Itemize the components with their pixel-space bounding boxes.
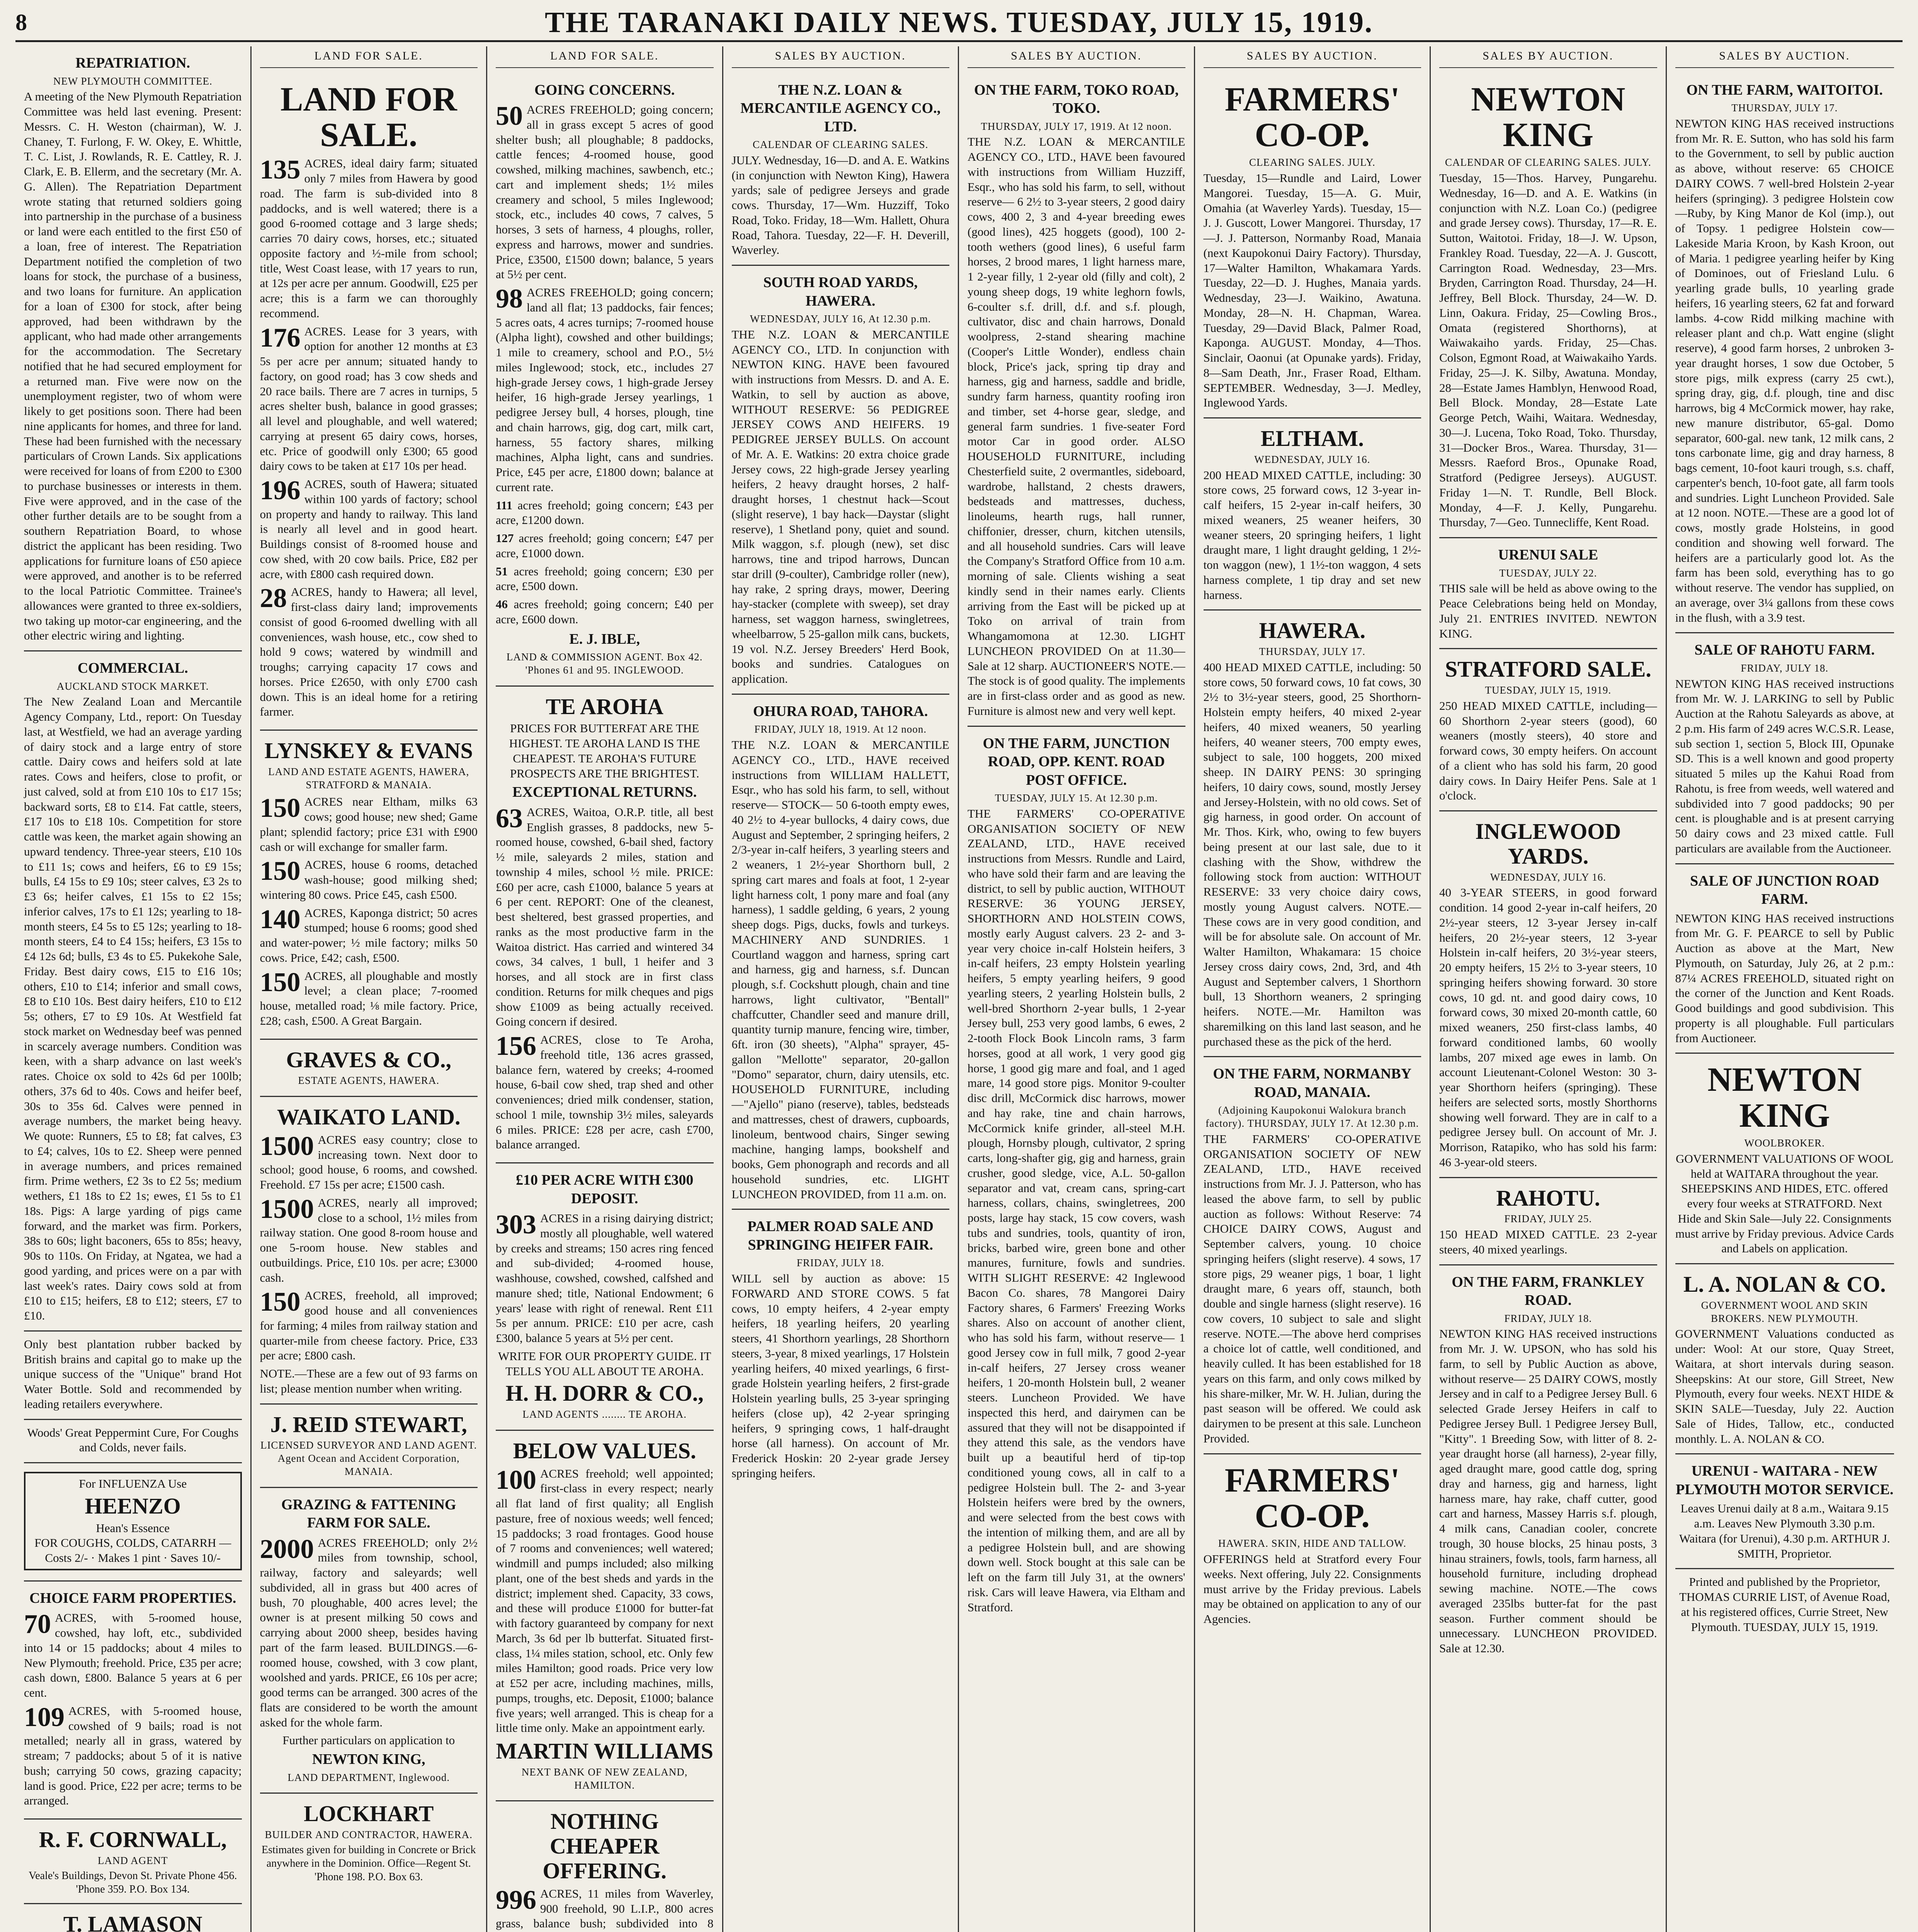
listing-item: 98 ACRES FREEHOLD; going concern; land all flat; 13 paddocks, fair fences; 5 acres oats, 4 acres turnips; 7-roomed house (Alpha light), cowshed and other buildings; 1 mile to creamery, school and P.O., 5½ miles Inglewood; stock, etc., includes 27 high-grade Jersey cows, 1 high-grade Jersey heifer, 16 high-grade Jersey yearlings, 1 pedigree Jersey bull, 4 horses, plough, tine and chain harrows, gig, dog cart, milk cart, harness, 55 factory shares, milking machines, Alpha light, cans and sundries. Price, £45 per acre, £1800 down; balance at current rate. [496,285,714,494]
advert-heading: TE AROHA [546,694,664,719]
waikato-land-advert [260,1097,478,1405]
article-body: The New Zealand Loan and Mercantile Agency Company, Ltd., report: On Tuesday last, at Westfield, we had an average yarding of dairy stock and a large entry of store cattle. Dairy cows and heifers sold at late rates. Cows and heifers, close to profit, or just calved, sold at from £10 10s to £17 15s; backward sorts, £8 to £14. Fat cattle, steers, £17 10s to £18 10s. Competition for store cattle was keen, the market again showing an upward tendency. Three-year steers, £10 10s to £11 1s; cows and heifers, £6 to £9 15s; bulls, £4 15s to £9 10s; steer calves, £3 2s to £3 6s; heifer calves, £1 15s to £2 15s; inferior calves, 17s to £1 12s; yearling to 18-month steers, £4 5s to £5 12s; yearling to 18-month steers, £4 to £4 15s; heifers, £3 15s to £4 12s 6d; bulls, £3 4s to £5. Pukekohe Sale, Friday. Best dairy cows, £15 to £16 10s; others, £10 to £14; inferior and small cows, £8 to £10 10s. Best dairy heifers, £10 to £12 5s; others, £7 to £9 10s. At Westfield fat stock market on Wednesday beef was penned in scarcely average numbers. Condition was keen, with a sharp advance on last week's rates. Choice ox sold to 42s 6d per 100lb; others, 37s 6d to 40s. Cows and heifer beef, 30s to 35s 6d. Calves were penned in average numbers, the market being heavy. We quote: Runners, £5 to £8; fat calves, £3 to £4; calves, 10s to £2. Sheep were penned in average numbers, and prices remained firm. Prime wethers, £2 3s to £2 5s; medium wethers, £1 18s to £2 1s; ewes, £1 5s to £1 18s. Pigs: A large yarding of pigs came forward, and the market was firm. Porkers, 38s to 60s; light baconers, 65s to 85s; heavy, 90s to 110s. On Friday, at Ngatea, we had a good yarding, and prices were on a par with last week's rates. Dairy cows sold at from £10 to £15; heifers, £8 to £12; steers, £7 to £10. [24,695,242,1322]
column-heading: LAND FOR SALE. [496,46,714,68]
column-heading: SALES BY AUCTION. [1439,46,1657,68]
south-road-yards-advert: SOUTH ROAD YARDS, HAWERA. WEDNESDAY, JULY 16, At 12.30 p.m. THE N.Z. LOAN & MERCANTILE AGENCY CO., LTD. In conjunction with NEWTON KING. HAVE been favoured with instructions from Messrs. D. and A. E. Watkin, to sell by auction as above, WITHOUT RESERVE: 56 PEDIGREE JERSEY COWS AND HEIFERS. 19 PEDIGREE JERSEY BULLS. On account of Mr. A. E. Watkins: 20 extra choice grade Jersey cows, 22 high-grade Jersey yearling heifers, 2 heavy draught horses, 2 half-draught horses, 1 chestnut hack—Scout (slight reserve), 1 bay hack—Daystar (slight reserve), 1 Shetland pony, quiet and sound. Milk waggon, s.f. plough (new), set disc harrows, tine and tripod harrows, Duncan star drill (9-coulter), Cambridge roller (new), hay rake, 2 spring drays, mower, Deering hay-stacker (complete with sweep), set dray harness, set waggon harness, swingletrees, wheelbarrow, 5 25-gallon milk cans, buckets, 19 vol. N.Z. Jersey Breeders' Herd Book, books and sundries. Catalogues on application. [732,266,950,695]
below-values-advert: BELOW VALUES. 100 ACRES freehold; well appointed; first-class in every respect; nearly all flat land of first quality; all English pasture, free of noxious weeds; well fenced; 15 paddocks; 3 road frontages. Good house of 7 rooms and conveniences; well watered; windmill and pumps included; also milking plant, one of the best sheds and yards in the district; implement shed. Capacity, 33 cows, and these will produce £1000 for butter-fat with factory guaranteed by company for next March, 3s 6d per lb butterfat. Situated first-class, 1¼ miles station, school, etc. Only few miles Hamilton; good roads. Price very low at £52 per acre, including machines, mills, pumps, troughs, etc. Deposit, £1000; balance five years; well arranged. This is cheap for a little time only. Make an appointment early. MARTIN WILLIAMS NEXT BANK OF NEW ZEALAND, HAMILTON. [496,1431,714,1802]
listing-item: 46 acres freehold; going concern; £40 per acre, £600 down. [496,597,714,626]
deposit-advert: £10 PER ACRE WITH £300 DEPOSIT. 303 ACRES in a rising dairying district; mostly all ploughable, well watered by creeks and streams; 150 acres ring fenced and sub-divided; 4-roomed house, washhouse, cowshed, cowshed, calfshed and manure shed; title, National Endowment; 6 years' lease with right of renewal. Rent £11 5s per annum. PRICE: £10 per acre, cash £300, balance 5 years at 5½ per cent. WRITE FOR OUR PROPERTY GUIDE. IT TELLS YOU ALL ABOUT TE AROHA. H. H. DORR & CO., LAND AGENTS ........ TE AROHA. [496,1163,714,1431]
agent-name: GRAVES & CO., [286,1047,452,1072]
listing-item: 51 acres freehold; going concern; £30 per acre, £500 down. [496,564,714,593]
lynskey-evans-advert: LYNSKEY & EVANS LAND AND ESTATE AGENTS, HAWERA, STRATFORD & MANAIA. 150 ACRES near Eltham, milks 63 cows; good house; new shed; Game plant; splendid factory; price £31 with £900 cash or will exchange for smaller farm. 150 ACRES, house 6 rooms, detached wash-house; good milking shed; wintering 80 cows. Price £45, cash £500. 140 ACRES, Kaponga district; 50 acres stumped; house 6 rooms; good shed and water-power; ½ mile factory; milks 50 cows. Price, £42; cash, £500. 150 ACRES, all ploughable and mostly level; a clean place; 7-roomed house, metalled road; ⅛ mile factory. Price, £28; cash, £500. A Great Bargain. [260,731,478,1040]
column-4 [723,46,959,1932]
agent-name: J. REID STEWART, [270,1412,467,1437]
article-subheading: AUCKLAND STOCK MARKET. [56,680,209,692]
article-body: A meeting of the New Plymouth Repatriation Committee was held last evening. Present: Messrs. C. H. Weston (chairman), W. J. Chaney, T. Furlong, F. W. Okey, E. Whittle, T. C. List, J. Rowlands, R. E. Cattley, R. J. Clark, E. B. Ellerm, and the secretary (Mr. A. G. Allen). The Repatriation Department wrote stating that returned soldiers going into partnership in the purchase of a business or land were each entitled to the first £50 of a loan, free of interest. The Repatriation Department notified the completion of two loans for stock, the purchase of a business, and two loans for furniture. An application for a loan of £300 for stock, after being approved, had been withdrawn by the applicant, who had made other arrangements for the accommodation. The Secretary notified that he had secured employment for a returned man. Five were now on the unemployment register, two of whom were likely to get positions soon. There had been nine applicants for homes, and three for land. These had been furnished with the necessary particulars of Crown Lands. Six applications were received for loans of from £200 to £300 to purchase businesses or interests in them. Five were approved, and in the case of the other further details are to be sought from a southern Repatriation Board, to whose district the applicant has been residing. Two applications for furniture loans of £50 apiece were approved, and another is to be referred to the local Patriotic Committee. Trainee's allowances were granted to three ex-soldiers, two taking up motor-car engineering, and the other electric wiring and lighting. [24,90,242,643]
listing-item: 70 ACRES, with 5-roomed house, cowshed, hay loft, etc., subdivided into 14 or 15 paddocks; about 4 miles to New Plymouth; freehold. Price, £35 per acre; cash down, £800. Balance 5 years at 6 per cent. [24,1611,242,1700]
inglewood-yards-advert: INGLEWOOD YARDS. WEDNESDAY, JULY 16. 40 3-YEAR STEERS, in good forward condition. 14 good 2-year in-calf heifers, 20 2½-year steers, 12 3-year Jersey in-calf heifers, 20 2½-year steers, 12 3-year Holstein in-calf heifers, 20 3½-year steers, 20 empty heifers, 15 2½ to 3-year steers, 10 springing heifers showing forward. 30 store cows, 10 gd. nt. and good dairy cows, 10 forward cows, 30 mixed 20-month cattle, 60 mixed weaners, 250 first-class lambs, 40 forward conditioned lambs, 60 woolly lambs, 207 mixed age ewes in lamb. On account Lieutenant-Colonel Weston: 30 3-year Shorthorn heifers (springing). These heifers are selected sorts, mostly Shorthorns showing well forward. They are in calf to a pedigree Jersey bull. On account of Mr. J. Morrison, Ratapiko, who has sold his farm: 46 3-year-old steers. [1439,811,1657,1178]
advert-heading: SOUTH ROAD YARDS, HAWERA. [763,274,918,309]
newton-king-calendar-advert: NEWTON KING CALENDAR OF CLEARING SALES. JULY. Tuesday, 15—Thos. Harvey, Pungarehu. Wednesday, 16—D. and A. E. Watkins (in conjunction with N.Z. Loan Co.) (pedigree and grade Jersey cows). Thursday, 17—R. E. Sutton, Waitotoi. Friday, 18—J. W. Upson, Frankley Road. Tuesday, 22—A. J. Guscott, Carrington Road. Wednesday, 23—Mrs. Bryden, Carrington Road. Thursday, 24—H. Jeffrey, Bell Block. Thursday, 24—W. D. Linn, Oakura. Friday, 25—Cowling Bros., Omata (registered Shorthorns), at Waiwakaiho yards. Friday, 25—Chas. Colson, Egmont Road, at Waiwakaiho Yards. Friday, 25—J. K. Silby, Awatuna. Monday, 28—Estate James Hamblyn, Henwood Road, Bell Block. Monday, 28—Estate Late George Petch, Waihi, Waitara. Wednesday, 30—J. Lucena, Toko Road, Toko. Thursday, 31—Docker Bros., Warea. Thursday, 31—Messrs. Raeford Bros., Opunake Road, Stratford (Pedigree Jerseys). AUGUST. Friday 1—N. T. Rundle, Bell Block. Monday, 4—F. J. Kelly, Pungarehu. Thursday, 7—Geo. Tunnecliffe, Kent Road. [1439,73,1657,539]
imprint [1675,1569,1894,1641]
column-1 [15,46,252,1932]
urenui-sale-advert: URENUI SALE TUESDAY, JULY 22. THIS sale will be held as above owing to the Peace Celebrations being held on Monday, July 21. ENTRIES INVITED. NEWTON KING. [1439,538,1657,649]
listing-item: 140 ACRES, Kaponga district; 50 acres stumped; house 6 rooms; good shed and water-power; ½ mile factory; milks 50 cows. Price, £42; cash, £500. [260,905,478,964]
heenzo-advert [24,1463,242,1582]
article-heading: COMMERCIAL. [77,660,188,676]
advert-line: Hean's Essence [96,1521,170,1535]
advert-heading: ON THE FARM, WAITOITOI. [1686,82,1883,98]
advert-heading: OHURA ROAD, TAHORA. [753,703,928,719]
advert-heading: RAHOTU. [1496,1185,1600,1211]
normanby-road-advert: ON THE FARM, NORMANBY ROAD, MANAIA. (Adjoining Kaupokonui Walokura branch factory). THURSDAY, JULY 17. At 12.30 p.m. THE FARMERS' CO-OPERATIVE ORGANISATION SOCIETY OF NEW ZEALAND, LTD., HAVE received instructions from Mr. J. J. Patterson, who has leased the above farm, to sell by public auction as follows: Without Reserve: 74 CHOICE DAIRY COWS, August and September calvers, young. 10 choice springing heifers (slight reserve). 4 sows, 17 store pigs, 29 weaner pigs, 1 boar, 1 light draught mare, 6 years off, staunch, both double and single harness (slight reserve). 16 cow covers, 10 subject to sale and slight reserve. NOTE.—The above herd comprises a choice lot of cattle, well conditioned, and heavily culled. It has been established for 18 years on this farm, and only cows milked by his share-milker, Mr. W. H. Julian, during the past season will be offered. We could ask dairymen to be present at this sale. Luncheon Provided. [1204,1057,1421,1454]
peppermint-notice [24,1420,242,1464]
advert-line: FOR COUGHS, COLDS, CATARRH — Costs 2/- · Makes 1 pint · Saves 10/- [34,1536,231,1565]
ohura-road-advert: OHURA ROAD, TAHORA. FRIDAY, JULY 18, 1919. At 12 noon. THE N.Z. LOAN & MERCANTILE AGENCY CO., LTD., HAVE received instructions from WILLIAM HALLETT, Esqr., who has sold his farm, to sell, without reserve— STOCK— 50 6-tooth empty ewes, 40 2½ to 4-year bullocks, 4 dairy cows, due August and September, 2 springing heifers, 2 2/3-year in-calf heifers, 3 yearling steers and 2 weaners, 1 2½-year Shorthorn bull, 2 spring cart mares and foals at foot, 1 2-year light harness colt, 1 pony mare and foal (any harness), 1 saddle gelding, 6 years, 2 young sheep dogs. Pigs, ducks, fowls and turkeys. MACHINERY AND SUNDRIES. 1 Courtland waggon and harness, spring cart and harness, gig and harness, s.f. Duncan plough, s.f. Cockshutt plough, chain and tine harrows, light cultivator, "Bentall" chaffcutter, Chandler seed and manure drill, quantity turnip manure, fencing wire, timber, 6ft. iron (30 sheets), "Alpha" sprayer, 45-gallon "Mellotte" separator, 20-gallon "Domo" separator, churn, dairy utensils, etc. HOUSEHOLD FURNITURE, including—"Ajello" piano (reserve), tables, bedsteads and mattresses, chest of drawers, cupboards, linoleum, bentwood chairs, Singer sewing machine, hanging lamps, bookshelf and books, Gem phonograph and records and all household sundries, etc. LIGHT LUNCHEON PROVIDED, from 11 a.m. on. [732,695,950,1210]
listing-item: 156 ACRES, close to Te Aroha, freehold title, 136 acres grassed, balance fern, watered by creeks; 4-roomed house, 6-bail cow shed, trap shed and other conveniences; dried milk condenser, station, school 1 mile, township 3½ miles, saleyards 6 miles. PRICE: £28 per acre, cash £700, balance arranged. [496,1032,714,1151]
advert-heading: L. A. NOLAN & CO. [1683,1272,1886,1297]
printer-imprint: Printed and published by the Proprietor, THOMAS CURRIE LIST, of Avenue Road, at his registered offices, Currie Street, New Plymouth. TUESDAY, JULY 15, 1919. [1679,1575,1890,1634]
advert-heading: £10 PER ACRE WITH £300 DEPOSIT. [515,1172,694,1207]
te-aroha-advert: TE AROHA PRICES FOR BUTTERFAT ARE THE HIGHEST. TE AROHA LAND IS THE CHEAPEST. TE AROHA'S FUTURE PROSPECTS ARE THE BRIGHTEST. EXCEPTIONAL RETURNS. 63 ACRES, Waitoa, O.R.P. title, all best English grasses, 8 paddocks, new 5-roomed house, cowshed, 6-bail shed, factory ½ mile, saleyards 2 miles, station and township 4 miles, school ½ mile. PRICE: £60 per acre, cash £1000, balance 5 years at 6 per cent. REPORT: One of the cleanest, best sheltered, best grassed properties, and ranks as the most productive farm in the Waitoa district. Has carried and wintered 34 cows, 34 calves, 1 bull, 1 heifer and 3 horses, and all stock are in first class condition. Returns for milk cheques and pigs show £1009 as being actually received. Going concern if desired. 156 ACRES, close to Te Aroha, freehold title, 136 acres grassed, balance fern, watered by creeks; 4-roomed house, 6-bail cow shed, trap shed and other conveniences; dried milk condenser, station, school 1 mile, township 3½ miles, saleyards 6 miles. PRICE: £28 per acre, cash £700, balance arranged. [496,687,714,1164]
advert-heading: ON THE FARM, JUNCTION ROAD, OPP. KENT. ROAD POST OFFICE. [983,735,1170,788]
nothing-cheaper-advert [496,1801,714,1932]
listing-item: 196 ACRES, south of Hawera; situated within 100 yards of factory; school on property and handy to railway. This land is nearly all level and in good heart. Buildings consist of 8-roomed house and cow shed, with 20 cow bails. Price, £82 per acre, with £800 cash required down. [260,477,478,581]
columns [15,46,1903,1932]
graves-advert: GRAVES & CO., ESTATE AGENTS, HAWERA. [260,1040,478,1097]
listing-item: 63 ACRES, Waitoa, O.R.P. title, all best English grasses, 8 paddocks, new 5-roomed house, cowshed, 6-bail shed, factory ½ mile, saleyards 2 miles, station and township 4 miles, school ½ mile. PRICE: £60 per acre, cash £1000, balance 5 years at 6 per cent. REPORT: One of the cleanest, best sheltered, best grassed properties, and ranks as the most productive farm in the Waitoa district. Has carried and wintered 34 cows, 34 calves, 1 bull, 1 heifer and 3 horses, and all stock are in first class condition. Returns for milk cheques and pigs show £1009 as being actually received. Going concern if desired. [496,804,714,1029]
column-3 [487,46,723,1932]
notice-text: Only best plantation rubber backed by British brains and capital go to make up the unique success of the "Unique" brand Hot Water Bottle. Sold and recommended by leading retailers everywhere. [24,1337,242,1411]
column-heading: SALES BY AUCTION. [732,46,950,68]
agent-name: NEWTON KING, [312,1751,425,1768]
advert-heading: HAWERA. [1259,618,1366,643]
advert-heading: ON THE FARM, FRANKLEY ROAD. [1452,1274,1645,1309]
rahotu-sale-advert: RAHOTU. FRIDAY, JULY 25. 150 HEAD MIXED CATTLE. 23 2-year steers, 40 mixed yearlings. [1439,1178,1657,1265]
advert-heading: ON THE FARM, TOKO ROAD, TOKO. [974,82,1179,116]
advert-heading: WAIKATO LAND. [277,1104,461,1130]
lamason-advert [24,1904,242,1932]
advert-heading: LAND FOR SALE. [280,80,457,154]
listing-item: 303 ACRES in a rising dairying district; mostly all ploughable, well watered by creeks and streams; 150 acres ring fenced and sub-divided; 4-roomed house, washhouse, cowshed, cowshed, calfshed and manure shed; title, National Endowment; 6 years' lease with right of renewal. Rent £11 5s per annum. PRICE: £10 per acre, cash £300, balance 5 years at 5½ per cent. [496,1211,714,1345]
palmer-road-advert: PALMER ROAD SALE AND SPRINGING HEIFER FAIR. FRIDAY, JULY 18. WILL sell by auction as above: 15 FORWARD AND STORE COWS. 5 fat cows, 10 empty heifers, 4 2-year empty heifers, 18 yearling heifers, 20 yearling steers, 41 Shorthorn yearlings, 28 Shorthorn steers, 3-year, 8 mixed yearlings, 17 Holstein yearling heifers, 40 mixed yearlings, 6 first-grade Holstein yearling heifers, 2 first-grade Holstein yearling bulls, 25 3-year springing heifers (close up), 42 2-year springing heifers, 9 springing cows, 1 half-draught horse (all harness). On account of Mr. Frederick Hoskin: 20 2-year grade Jersey springing heifers. [731,1218,949,1480]
woolbroker-advert: NEWTON KING WOOLBROKER. GOVERNMENT VALUATIONS OF WOOL held at WAITARA throughout the year. SHEEPSKINS AND HIDES, ETC. offered every four weeks at STRATFORD. Next Hide and Skin Sale—July 22. Consignments must arrive by Friday previous. Advice Cards and Labels on application. [1675,1054,1894,1264]
column-heading: LAND FOR SALE. [260,46,478,68]
stratford-sale-advert: STRATFORD SALE. TUESDAY, JULY 15, 1919. 250 HEAD MIXED CATTLE, including— 60 Shorthorn 2-year steers (good), 60 weaners (mostly steers), 40 store and forward cows, 30 empty heifers. On account of a client who has sold his farm, 20 good dairy cows. In Dairy Heifer Pens. Sale at 1 o'clock. [1439,649,1657,811]
lockhart-advert: LOCKHART BUILDER AND CONTRACTOR, HAWERA. Estimates given for building in Concrete or Brick anywhere in the Dominion. Office—Regent St. 'Phone 198. P.O. Box 63. [260,1794,478,1891]
column-7 [1431,46,1667,1932]
farmers-coop-hides-advert: FARMERS' CO-OP. HAWERA. SKIN, HIDE AND TALLOW. OFFERINGS held at Stratford every Four weeks. Next offering, July 22. Consignments must arrive by the Friday previous. Labels may be obtained on application to any of our Agencies. [1203,1461,1421,1626]
advert-heading: STRATFORD SALE. [1445,656,1651,682]
cornwall-advert: R. F. CORNWALL, LAND AGENT Veale's Buildings, Devon St. Private Phone 456. 'Phone 359. P.O. Box 134. [24,1820,242,1904]
listing-item: 150 ACRES near Eltham, milks 63 cows; good house; new shed; Game plant; splendid factory; price £31 with £900 cash or will exchange for smaller farm. [260,794,478,854]
commercial-article [24,651,242,1332]
advert-heading: ON THE FARM, NORMANBY ROAD, MANAIA. [1213,1066,1412,1100]
nolan-advert: L. A. NOLAN & CO. GOVERNMENT WOOL AND SKIN BROKERS. NEW PLYMOUTH. GOVERNMENT Valuations conducted as under: Wool: At our store, Quay Street, Waitara, at short intervals during season. Sheepskins: At our store, Gill Street, New Plymouth, every four weeks. NEXT HIDE & SKIN SALE—Tuesday, July 22. Auction Sale of Hides, Tallow, etc., conducted monthly. L. A. NOLAN & CO. [1675,1264,1894,1454]
grazing-farm-advert: GRAZING & FATTENING FARM FOR SALE. 2000 ACRES FREEHOLD; only 2½ miles from township, school, railway, factory and saleyards; well subdivided, all in grass but 400 acres of bush, 70 ploughable, 400 acres level; the owner is at present milking 50 cows and carrying about 2000 sheep, besides having part of the farm leased. BUILDINGS.—6-roomed house, cowshed, with 3 cow plant, woolshed and yards. PRICE, £6 10s per acre; good terms can be arranged. 300 acres of the flats are considered to be worth the amount asked for the whole farm. Further particulars on application to NEWTON KING, LAND DEPARTMENT, Inglewood. [260,1488,478,1794]
waitoitoi-farm-advert: ON THE FARM, WAITOITOI. THURSDAY, JULY 17. NEWTON KING HAS received instructions from Mr. R. E. Sutton, who has sold his farm to the Government, to sell by public auction as above, without reserve: 65 CHOICE DAIRY COWS. 7 well-bred Holstein 2-year heifers (springing). 3 pedigree Holstein cow—Ruby, by King Manor de Kol (imp.), out of Topsy. 1 pedigree Holstein cow—Lakeside Maria Kroon, by Kash Kroon, out of Maria. 1 pedigree yearling heifer by King of Dominoes, out of Friesland Lulu. 6 yearling grade bulls, 10 yearling grade heifers, 16 yearling steers, 62 fat and forward lambs. 4-cow Ridd milking machine with releaser plant and ch.p. Watt engine (slight reserve), 4 good farm horses, 2 unbroken 3-year draught horses, 1 sow due October, 5 store pigs, milk express (carry 25 cwt.), spring dray, gig, d.f. plough, tine and disc harrows, big 4 McCormick mower, hay rake, new manure distributor, 65-gal. Domo separator, 600-gal. new tank, 12 milk cans, 2 tons carbonate lime, gig and dray harness, 8 bags cement, 10-foot kauri trough, s.s. chaff, carpenter's bench, 10-foot gate, all farm tools and sundries. Light Luncheon Provided. Sale at 12 noon. NOTE.—These are a good lot of cows, mostly grade Holsteins, in good condition and showing well forward. The heifers are a particularly good lot. As the farm has been sold, everything has to go without reserve. The vendor has supplied, on an average, over 3¼ gallons from these cows in the flush, with a 3.9 test. [1675,73,1894,634]
notice-text: Woods' Great Peppermint Cure, For Coughs and Colds, never fails. [27,1425,239,1454]
advert-heading: FARMERS' CO-OP. [1224,1461,1400,1535]
hawera-sale-advert: HAWERA. THURSDAY, JULY 17. 400 HEAD MIXED CATTLE, including: 50 store cows, 50 forward cows, 10 fat cows, 30 2½ to 3½-year steers, good, 25 Shorthorn-Holstein empty heifers, 40 mixed 2-year heifers, 40 mixed weaners, 50 yearling heifers, 40 weaner steers, 700 empty ewes, subject to sale, 100 hoggets, 200 mixed sheep. IN DAIRY PENS: 30 springing heifers, 10 dairy cows, sound, mostly Jersey and Jersey-Holstein, with no old cows. Set of gig harness, in good order. On account of Mr. Thos. Kirk, who, owing to few buyers being present at our last sale, due to it clashing with the Show, withdrew the following stock from auction: WITHOUT RESERVE: 33 very choice dairy cows, mostly young August calvers. NOTE.—These cows are in very good condition, and will be for absolute sale. On account of Mr. Walter Hamilton, Whakamara: 15 choice Jersey cross dairy cows, 2nd, 3rd, and 4th August and September calvers, 1 Shorthorn bull, 13 Shorthorn weaners, 2 springing heifers. NOTE.—Mr. Hamilton was sharemilking on this land last season, and he purchased these as the pick of the herd. [1204,611,1421,1057]
farmers-coop-calendar-advert: FARMERS' CO-OP. CLEARING SALES. JULY. Tuesday, 15—Rundle and Laird, Lower Mangorei. Tuesday, 15—A. G. Muir, Omahia (at Waverley Yards). Tuesday, 15—J. J. Guscott, Lower Mangorei. Thursday, 17—J. J. Patterson, Normanby Road, Manaia (next Kaupokonui Dairy Factory). Thursday, 17—Walter Hamilton, Whakamara Yards. Tuesday, 22—D. J. Hughes, Manaia yards. Wednesday, 23—J. Waikino, Awatuna. Monday, 28—N. H. Chapman, Warea. Tuesday, 29—David Black, Palmer Road, Kaponga. AUGUST. Monday, 4—Thos. Sinclair, Oaonui (at Opunake yards). Friday, 8—Sam Death, Jnr., Fraser Road, Eltham. SEPTEMBER. Wednesday, 3—J. Medley, Inglewood Yards. [1204,73,1421,419]
nz-loan-calendar-advert: THE N.Z. LOAN & MERCANTILE AGENCY CO., LTD. CALENDAR OF CLEARING SALES. JULY. Wednesday, 16—D. and A. E. Watkins (in conjunction with Newton King), Hawera yards; sale of pedigree Jerseys and grade cows. Thursday, 17—Wm. Huzziff, Toko Road, Toko. Friday, 18—Wm. Hallett, Ohura Road, Tahora. Tuesday, 22—F. H. Deverill, Waverley. [732,73,950,266]
rahotu-farm-advert: SALE OF RAHOTU FARM. FRIDAY, JULY 18. NEWTON KING HAS received instructions from Mr. W. J. LARKING to sell by Public Auction at the Rahotu Saleyards as above, at 2 p.m. His farm of 249 acres W.C.S.R. Lease, sub section 1, section 5, Block III, Opunake SD. This is a well known and good property situated 5 miles up the Kahui Road from Rahotu, is free from weeds, well watered and subdivided into 7 good paddocks; 90 per cent. is ploughable and is at present carrying 50 dairy cows and 23 mixed cattle. Full particulars are available from the Auctioneer. [1675,633,1894,864]
agent-name: R. F. CORNWALL, [39,1827,227,1852]
advert-heading: SALE OF JUNCTION ROAD FARM. [1690,872,1879,907]
agent-name: H. H. DORR & CO., [505,1381,704,1406]
rubber-notice [24,1332,242,1420]
column-heading: SALES BY AUCTION. [1675,46,1894,68]
column-2 [252,46,488,1932]
listing-item: 1500 ACRES, nearly all improved; close to a school, 1½ miles from railway station. One good 8-room house and one 5-room house. New stables and outbuildings. Price, £10 10s. per acre; £3000 cash. [260,1195,478,1284]
advert-line: For INFLUENZA Use [79,1477,187,1490]
advert-heading: SALE OF RAHOTU FARM. [1694,642,1875,658]
eltham-sale-advert: ELTHAM. WEDNESDAY, JULY 16. 200 HEAD MIXED CATTLE, including: 30 store cows, 25 forward cows, 12 3-year in-calf heifers, 15 2-year in-calf heifers, 30 mixed weaners, 25 weaner heifers, 30 weaner steers, 20 springing heifers, 1 light draught mare, 1 light draught gelding, 1 2½-ton waggon (new), 1 1½-ton waggon, 4 sets harness complete, 1 tip dray and set new harness. [1204,418,1421,611]
motor-service-advert: URENUI - WAITARA - NEW PLYMOUTH MOTOR SERVICE. Leaves Urenui daily at 8 a.m., Waitara 9.15 a.m. Leaves New Plymouth 3.30 p.m. Waitara (for Urenui), 4.30 p.m. ARTHUR J. SMITH, Proprietor. [1675,1454,1894,1569]
advert-heading: NEWTON KING [1707,1061,1862,1134]
junction-road-farm-advert: SALE OF JUNCTION ROAD FARM. NEWTON KING HAS received instructions from Mr. G. F. PEARCE to sell by Public Auction as above at the Mart, New Plymouth, on Saturday, July 26, at 2 p.m.: 87¼ ACRES FREEHOLD, situated right on the corner of the Junction and Kent Roads. Good buildings and good subdivision. This property is all ploughable. Full particulars from Auctioneer. [1675,864,1894,1054]
advert-heading: PALMER ROAD SALE AND SPRINGING HEIFER FAIR. [747,1218,934,1253]
advert-heading: INGLEWOOD YARDS. [1475,819,1621,869]
toko-road-advert: ON THE FARM, TOKO ROAD, TOKO. THURSDAY, JULY 17, 1919. At 12 noon. THE N.Z. LOAN & MERCANTILE AGENCY CO., LTD., HAVE been favoured with instructions from William Huzziff, Esqr., who has sold his farm, to sell, without reserve— 6 2½ to 3-year steers, 2 good dairy cows, 400 2, 3 and 4-year breeding ewes (good lines), 425 hoggets (good), 100 2-tooth wethers (good lines), 6 useful farm horses, 2 brood mares, 1 light harness mare, 1 2-year filly, 1 2-year old (filly and colt), 2 young sheep dogs, 19 white leghorn fowls, 6-coulter s.f. drill, d.f. and s.f. plough, cultivator, disc and chain harrows, Donald woolpress, 2-stand shearing machine (Cooper's Little Wonder), endless chain block, Price's jack, spring tip dray and harness, gig and harness, saddle and bridle, sundry farm harness, quantity roofing iron and timber, set 4-horse gear, sledge, and general farm sundries. 1 five-seater Ford motor Car in good order. ALSO HOUSEHOLD FURNITURE, including Chesterfield suite, 2 overmantles, sideboard, wardrobe, hallstand, 2 chests drawers, bedsteads and mattresses, duchess, linoleums, hearth rugs, hall runner, chiffonier, dresser, churn, kitchen utensils, and all household sundries. Cars will leave the Company's Stratford Office from 10 a.m. morning of sale. Clients wishing a seat kindly send in their names early. Clients arriving from the East will be picked up at Toko on arrival of train from Whangamomona at 12.30. LIGHT LUNCHEON PROVIDED On at 11.30—Sale at 12 sharp. AUCTIONEER'S NOTE.—The stock is of good quality. The implements are in first-class order and as good as new. Furniture is almost new and very well kept. [968,73,1185,727]
listing-item: 100 ACRES freehold; well appointed; first-class in every respect; nearly all flat land of first quality; all English pasture, free of noxious weeds; well fenced; 15 paddocks; 3 road frontages. Good house of 7 rooms and conveniences; well watered; windmill and pumps included; also milking plant, one of the best sheds and yards in the district; implement shed. Capacity, 33 cows, and these will produce £1000 for butter-fat with factory guaranteed by company for next March, 3s 6d per lb butterfat. Situated first-class, 1¼ miles station, school, etc. Only few miles Hamilton; good roads. Price very low at £52 per acre, including machines, mills, pumps, troughs, etc. Deposit, £1000; balance five years; well arranged. This is cheap for a little time only. Make an appointment early. [496,1466,714,1735]
advert-heading: BELOW VALUES. [513,1438,696,1463]
advert-heading: URENUI - WAITARA - NEW PLYMOUTH MOTOR SERVICE. [1676,1463,1894,1498]
brand-name: HEENZO [85,1493,181,1519]
column-8 [1667,46,1903,1932]
choice-farm-properties-advert [24,1582,242,1820]
column-6 [1195,46,1431,1932]
advert-heading: GOING CONCERNS. [534,82,675,98]
agent-name: LYNSKEY & EVANS [264,738,473,764]
agent-name: LOCKHART [304,1801,434,1827]
listing-item: 135 ACRES, ideal dairy farm; situated only 7 miles from Hawera by good road. The farm is sub-divided into 8 paddocks, and is well watered; there is a good 6-roomed cottage and 3 large sheds; carries 70 dairy cows, horses, etc.; situated opposite factory and ½-mile from school; title, West Coast lease, with 17 years to run, at 12s per acre per annum. Goodwill, £25 per acre; this is a farm we can thoroughly recommend. [260,156,478,320]
agent-name: E. J. IBLE, [569,631,640,647]
column-heading: SALES BY AUCTION. [1204,46,1421,68]
column-heading: SALES BY AUCTION. [968,46,1185,68]
repatriation-article [24,46,242,651]
land-for-sale-advert [260,73,478,731]
advert-heading: NEWTON KING [1471,80,1626,154]
listing-item: 1500 ACRES easy country; close to increasing town. Next door to school; good house, 6 rooms, and cowshed. Freehold. £7 15s per acre; £1500 cash. [260,1132,478,1192]
column-5 [959,46,1195,1932]
advert-heading: ELTHAM. [1260,426,1364,451]
listing-item: 127 acres freehold; going concern; £47 per acre, £1000 down. [496,531,714,560]
agent-name: MARTIN WILLIAMS [496,1738,713,1764]
listing-item: 28 ACRES, handy to Hawera; all level, first-class dairy land; improvements consist of good 6-roomed dwelling with all conveniences, wash house, etc., cow shed to hold 9 cows; watered by windmill and troughs; carrying capacity 17 cows and horses. Price £2650, with only £700 cash down. This is an ideal home for a retiring farmer. [260,585,478,719]
advert-note: NOTE.—These are a few out of 93 farms on list; please mention number when writing. [260,1367,478,1395]
article-heading: REPATRIATION. [75,55,190,71]
listing-item: 50 ACRES FREEHOLD; going concern; all in grass except 5 acres of good shelter bush; all ploughable; 8 paddocks, cattle fences; 4-roomed house, good cowshed, milking machines, sawbench, etc.; cart and implement sheds; 1½ miles creamery and school, 5 miles Inglewood; stock, etc., includes 40 cows, 7 calves, 5 horses, 3 sets of harness, 4 ploughs, roller, express and harrows, mower and sundries. Price, £3500, £1500 down; balance, 5 years at 5½ per cent. [496,102,714,281]
masthead [15,5,1903,42]
frankley-road-advert: ON THE FARM, FRANKLEY ROAD. FRIDAY, JULY 18. NEWTON KING HAS received instructions from Mr. J. W. UPSON, who has sold his farm, to sell by Public Auction as above, without reserve— 25 DAIRY COWS, mostly Jersey and in calf to a Pedigree Jersey Bull. 6 selected Grade Jersey Heifers in calf to Pedigree Jersey Bull. 1 Pedigree Jersey Bull, "Kitty". 1 Breeding Sow, with litter of 8. 2-year draught horse (all harness), 2-year filly, aged draught mare, good cattle dog, spring dray and harness, gig and harness, light harness mare, hay rake, chaff cutter, good cart and harness, Massey Harris s.f. plough, 4 milk cans, Canadian cooler, concrete trough, 30 house blocks, 25 hinau posts, 3 hinau strainers, fowls, tools, farm harness, all household furniture, including drophead sewing machine. NOTE.—The cows averaged 235lbs butter-fat for the past season. Further comment should be unnecessary. LUNCHEON PROVIDED. Sale at 12.30. [1439,1274,1657,1655]
listing-item: 176 ACRES. Lease for 3 years, with option for another 12 months at £3 5s per acre per annum; situated handy to factory, on good road; has 3 cow sheds and 20 race bails. There are 7 acres in turnips, 5 acres shelter bush, balance in good grasses; all level and ploughable, and well watered; carrying at present 65 dairy cows, horses, etc. Price of goodwill only £300; 65 good dairy cows to be taken at £17 10s per head. [260,324,478,473]
listing-item: 150 ACRES, house 6 rooms, detached wash-house; good milking shed; wintering 80 cows. Price £45, cash £500. [260,857,478,901]
agent-name: T. LAMASON [63,1911,202,1932]
article-subheading: NEW PLYMOUTH COMMITTEE. [53,75,213,87]
going-concerns-advert: GOING CONCERNS. 50 ACRES FREEHOLD; going concern; all in grass except 5 acres of good shelter bush; all ploughable; 8 paddocks, cattle fences; 4-roomed house, good cowshed, milking machines, sawbench, etc.; cart and implement sheds; 1½ miles creamery and school, 5 miles Inglewood; stock, etc., includes 40 cows, 7 calves, 5 horses, 3 sets of harness, 4 ploughs, roller, express and harrows, mower and sundries. Price, £3500, £1500 down; balance, 5 years at 5½ per cent. 98 ACRES FREEHOLD; going concern; land all flat; 13 paddocks, fair fences; 5 acres oats, 4 acres turnips; 7-roomed house (Alpha light), cowshed and other buildings; 1 mile to creamery, school and P.O., 5½ miles Inglewood; stock, etc., includes 27 high-grade Jersey cows, 1 high-grade Jersey heifer, 16 high-grade Jersey yearlings, 1 pedigree Jersey bull, 4 horses, plough, tine and chain harrows, gig, dog cart, milk cart, harness, 55 factory shares, milking machines, Alpha light, cans and sundries. Price, £45 per acre, £1800 down; balance at current rate. 111 acres freehold; going concern; £43 per acre, £1200 down. 127 acres freehold; going concern; £47 per acre, £1000 down. 51 acres freehold; going concern; £30 per acre, £500 down. 46 acres freehold; going concern; £40 per acre, £600 down. E. J. IBLE, LAND & COMMISSION AGENT. Box 42. 'Phones 61 and 95. INGLEWOOD. [496,73,714,687]
listing-item: 996 ACRES, 11 miles from Waverley, 900 freehold, 90 L.I.P., 800 acres grass, balance bush; subdivided into 8 [496,1886,714,1930]
listing-item: 111 acres freehold; going concern; £43 per acre, £1200 down. [496,498,714,527]
advert-heading: FARMERS' CO-OP. [1224,80,1400,154]
listing-item: 109 ACRES, with 5-roomed house, cowshed of 9 bails; road is not metalled; nearly all in grass, watered by stream; 7 paddocks; about 5 of it is native bush; carrying 50 cows, grazing capacity; land is good. Price, £22 per acre; terms to be arranged. [24,1703,242,1808]
listing-item: 150 ACRES, freehold, all improved; good house and all conveniences for farming; 4 miles from railway station and quarter-mile from cheese factory. Price, £33 per acre; £800 cash. [260,1288,478,1362]
listing-item: 150 ACRES, all ploughable and mostly level; a clean place; 7-roomed house, metalled road; ⅛ mile factory. Price, £28; cash, £500. A Great Bargain. [260,968,478,1027]
advert-heading: NOTHING CHEAPER OFFERING. [542,1809,667,1884]
advert-heading: GRAZING & FATTENING FARM FOR SALE. [281,1496,456,1531]
advert-heading: URENUI SALE [1498,547,1598,563]
junction-road-advert: ON THE FARM, JUNCTION ROAD, OPP. KENT. ROAD POST OFFICE. TUESDAY, JULY 15. At 12.30 p.m. THE FARMERS' CO-OPERATIVE ORGANISATION SOCIETY OF NEW ZEALAND, LTD., HAVE received instructions from Messrs. Rundle and Laird, who have sold their farm and are leaving the district, to sell by public auction, WITHOUT RESERVE: 36 YOUNG JERSEY, SHORTHORN AND HOLSTEIN COWS, mostly early August calvers. 23 2- and 3-year very choice in-calf Holstein heifers, 3 in-calf heifers, 23 empty Holstein yearling heifers, 5 empty yearling heifers, 9 good yearling steers, 2 yearling Holstein bulls, 2 well-bred Shorthorn 2-year bulls, 1 2-year Jersey bull, 253 very good lambs, 6 ewes, 2 2-tooth Flock Book Lincoln rams, 3 farm horses, good at all work, 1 very good gig horse, 1 good gig mare and foal, and 1 aged mare, 14 good store pigs. Monitor 9-coulter disc drill, McCormick disc harrows, mower and hay rake, tine and chain harrows, McCormick knife grinder, all-steel M.H. plough, Hornsby plough, cultivator, 2 spring carts, long-shafter gig, gig and harness, grain crusher, good sledge, vice, A.L. 50-gallon separator and vat, cream cans, spring-cart harness, collars, chains, swingletrees, 200 posts, large hay stack, 15 cow covers, wash tubs and sundries, tools, quantity of iron, bricks, barbed wire, green bone and other manures, furniture, fowls and sundries. WITH SLIGHT RESERVE: 42 Inglewood Bacon Co. shares, 78 Mangorei Dairy Factory shares, 6 Farmers' Freezing Works shares. Also on account of another client, who has sold his farm, without reserve— 1 good Jersey cow in full milk, 7 good 2-year in-calf heifers, 27 Jersey cross weaner heifers, 1 20-month Holstein bull, 2 weaner steers. Luncheon Provided. We have inspected this herd, and dairymen can be assured that they will not be disappointed if they attend this sale, as the vendors have built up a beautiful herd of tip-top conditioned young cows, all in calf to a pedigree Holstein bull. The 2- and 3-year Holstein heifers were bred by the owners, and were selected from the best cows with the intention of milking them, and are all by a pedigree Holstein bull, and are showing down well. Stock bought at this sale can be left on the farm till July 31, at the owners' risk. Cars will leave Hawera, via Eltham and Stratford. [968,735,1185,1614]
reid-stewart-advert: J. REID STEWART, LICENSED SURVEYOR AND LAND AGENT. Agent Ocean and Accident Corporation, MANAIA. [260,1405,478,1488]
page-number: 8 [15,9,27,35]
newspaper-title: THE TARANAKI DAILY NEWS. TUESDAY, JULY 15, 1919. [545,6,1373,39]
advert-heading: CHOICE FARM PROPERTIES. [29,1590,236,1606]
advert-heading: THE N.Z. LOAN & MERCANTILE AGENCY CO., LTD. [740,82,941,135]
listing-item: 2000 ACRES FREEHOLD; only 2½ miles from township, school, railway, factory and saleyards; well subdivided, all in grass but 400 acres of bush, 70 ploughable, 400 acres level; the owner is at present milking 50 cows and carrying about 2000 sheep, besides having part of the farm leased. BUILDINGS.—6-roomed house, cowshed, with 3 cow plant, woolshed and yards. PRICE, £6 10s per acre; good terms can be arranged. 300 acres of the flats are considered to be worth the amount asked for the whole farm. [260,1535,478,1729]
